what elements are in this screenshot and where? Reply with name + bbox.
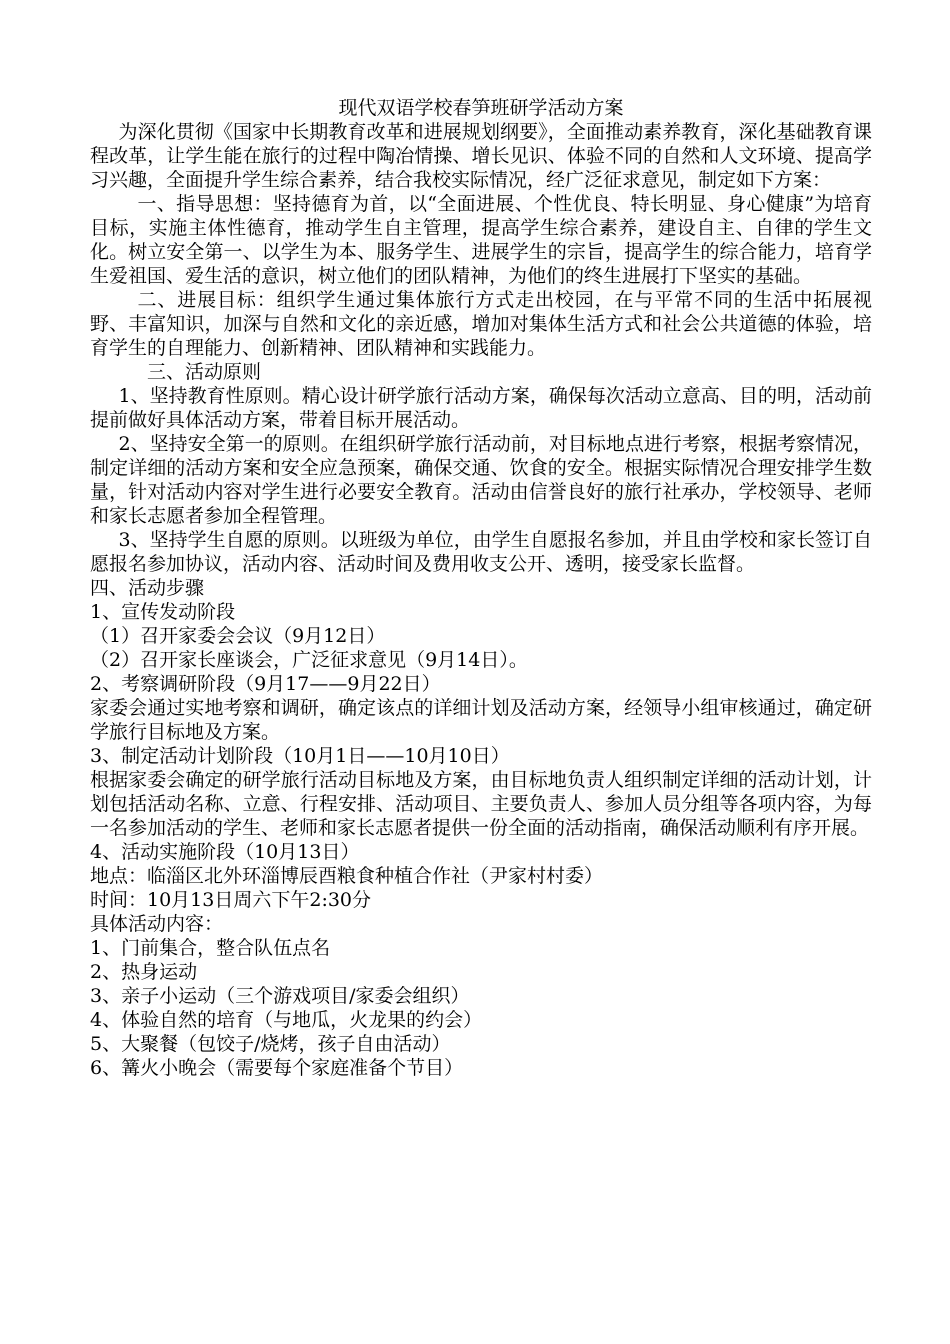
activity-list — [90, 936, 872, 1080]
time-line: 时间：10月13日周六下午2:30分 — [90, 889, 372, 911]
principle-3-paragraph: 3、坚持学生自愿的原则。以班级为单位，由学生自愿报名参加，并且由学校和家长签订自愿报名参加协议，活动内容、活动时间及费用收支公开、透明，接受家长监督。 — [90, 529, 872, 575]
stage-4-heading: 4、活动实施阶段（10月13日） — [90, 841, 360, 863]
stage-3-text: 根据家委会确定的研学旅行活动目标地及方案，由目标地负责人组织制定详细的活动计划，计划包括活动名称、立意、行程安排、活动项目、主要负责人、参加人员分组等各项内容，为每一名参加活动的学生、老师和家长志愿者提供一份全面的活动指南，确保活动顺利有序开展。 — [90, 769, 872, 839]
activity-content-heading: 具体活动内容： — [90, 913, 224, 935]
list-item: 5、大聚餐（包饺子/烧烤，孩子自由活动） — [90, 1033, 451, 1055]
location-line: 地点：临淄区北外环淄博辰酉粮食种植合作社（尹家村村委） — [90, 865, 604, 887]
stage-3-heading: 3、制定活动计划阶段（10月1日——10月10日） — [90, 745, 510, 767]
intro-paragraph: 为深化贯彻《国家中长期教育改革和进展规划纲要》，全面推动素养教育，深化基础教育课程改革，让学生能在旅行的过程中陶冶情操、增长见识、体验不同的自然和人文环境、提高学习兴趣，全面提升学生综合素养，结合我校实际情况，经广泛征求意见，制定如下方案： — [90, 121, 872, 191]
stage-2-text: 家委会通过实地考察和调研，确定该点的详细计划及活动方案，经领导小组审核通过，确定研学旅行目标地及方案。 — [90, 697, 872, 743]
list-item: 1、门前集合，整合队伍点名 — [90, 937, 331, 959]
document-title: 现代双语学校春笋班研学活动方案 — [338, 97, 624, 119]
principles-heading: 三、活动原则 — [147, 361, 262, 383]
principle-1-paragraph: 1、坚持教育性原则。精心设计研学旅行活动方案，确保每次活动立意高、目的明，活动前提前做好具体活动方案，带着目标开展活动。 — [90, 385, 872, 431]
stage-2-heading: 2、考察调研阶段（9月17——9月22日） — [90, 673, 441, 695]
guiding-ideology-paragraph: 一、指导思想：坚持德育为首，以“全面进展、个性优良、特长明显、身心健康”为培育目标，实施主体性德育，推动学生自主管理，提高学生综合素养，建设自主、自律的学生文化。树立安全第一、以学生为本、服务学生、进展学生的宗旨，提高学生的综合能力，培育学生爱祖国、爱生活的意识，树立他们的团队精神，为他们的终生进展打下坚实的基础。 — [90, 193, 872, 287]
list-item: 6、篝火小晚会（需要每个家庭准备个节目） — [90, 1057, 464, 1079]
principle-2-paragraph: 2、坚持安全第一的原则。在组织研学旅行活动前，对目标地点进行考察，根据考察情况，制定详细的活动方案和安全应急预案，确保交通、饮食的安全。根据实际情况合理安排学生数量，针对活动内容对学生进行必要安全教育。活动由信誉良好的旅行社承办，学校领导、老师和家长志愿者参加全程管理。 — [90, 433, 872, 527]
list-item: 3、亲子小运动（三个游戏项目/家委会组织） — [90, 985, 470, 1007]
document-page — [90, 96, 872, 1080]
list-item: 4、体验自然的培育（与地瓜，火龙果的约会） — [90, 1009, 483, 1031]
stage-1-item-1: （1）召开家委会会议（9月12日） — [90, 625, 386, 647]
development-goal-paragraph: 二、进展目标：组织学生通过集体旅行方式走出校园，在与平常不同的生活中拓展视野、丰富知识，加深与自然和文化的亲近感，增加对集体生活方式和社会公共道德的体验，培育学生的自理能力、创新精神、团队精神和实践能力。 — [90, 289, 872, 359]
stage-1-heading: 1、宣传发动阶段 — [90, 601, 236, 623]
stage-1-item-2: （2）召开家长座谈会，广泛征求意见（9月14日）。 — [90, 649, 528, 671]
list-item: 2、热身运动 — [90, 961, 198, 983]
steps-heading: 四、活动步骤 — [90, 577, 205, 599]
